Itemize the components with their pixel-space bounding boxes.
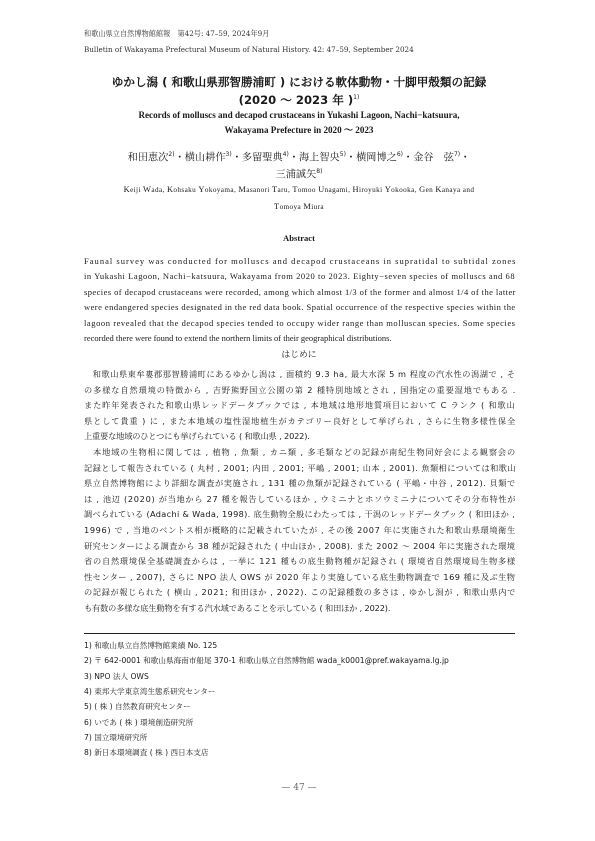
abstract-line: were endangered species designated in the red data book. Spatial occurrence of the respective species within the (84, 302, 516, 313)
abstract-heading: Abstract (283, 233, 315, 243)
author-separator: and (460, 186, 475, 194)
footnote: 2) 〒 642-0001 和歌山県海南市船尾 370-1 和歌山県立自然博物館 wada_k0001@pref.wakayama.lg.jp (84, 656, 449, 666)
title-ja-line2-text: (2020 ～ 2023 年 ) (238, 93, 354, 107)
author-name-en (124, 186, 167, 194)
author-affiliation-marker: 4) (282, 151, 289, 158)
author-name-part: ada (151, 186, 163, 194)
intro-line: 記録として報告されている ( 丸村 , 2001; 内田 , 2001; 平嶋 , 2001; 山本 , 2001). 魚類相については和歌山 (84, 462, 517, 473)
author-initial: M (303, 202, 312, 211)
abstract-line: in Yukashi Lagoon, Nachi−katsuura, Wakayama from 2020 to 2023. Eighty−seven species of molluscs and 68 (84, 271, 516, 282)
author-initial: K (166, 185, 174, 194)
intro-line: は , 池辺 (2020) が当地から 27 種を報告しているほか , ウミニナとホソウミニナについてその分布特性が (84, 493, 517, 504)
author-name-part: eiji (130, 186, 141, 194)
title-ja-line2 (84, 95, 514, 107)
author-initial: H (352, 185, 359, 194)
footnote-rule (84, 633, 515, 634)
author-initial: Y (198, 185, 205, 194)
author-initial: G (419, 185, 426, 194)
author-initial: K (435, 185, 442, 194)
footnote: 3) NPO 法人 OWS (84, 671, 149, 681)
author-name-ja: 和田恵次 (127, 152, 169, 164)
author-name-en (419, 186, 474, 194)
author-initial: U (318, 185, 325, 194)
intro-line: 県として貴重 ) に , また本地域の塩性湿地植生がカテゴリー良好として挙げられ , さらに生物多様性保全 (84, 415, 517, 426)
author-separator: ・ (288, 152, 299, 164)
abstract-line: Faunal survey was conducted for molluscs and decapod crustaceans in supratidal to subtidal zones (84, 256, 517, 266)
title-en-line2: Wakayama Prefecture in 2020 ～ 2023 (224, 125, 374, 135)
author-name-en (292, 186, 352, 194)
author-name-ja: 金谷 弦 (413, 152, 454, 164)
footnote: 7) 国立環境研究所 (84, 732, 148, 742)
author-separator: , (287, 186, 293, 194)
author-separator: ・ (174, 152, 185, 164)
author-initial: Y (384, 185, 392, 194)
abstract-line: recorded there were found to extend the northern limits of their geographical distributions. (84, 333, 392, 343)
intro-line: 県立自然博物館により詳細な調査が実施され , 131 種の魚類が記録されている ( 平嶋・中谷 , 2012). 貝類で (84, 478, 516, 489)
author-initial: K (123, 185, 131, 194)
author-affiliation-marker: 7) (453, 151, 461, 158)
author-name-en (167, 186, 238, 194)
footnote: 1) 和歌山県立自然博物館業績 No. 125 (84, 641, 218, 650)
author-name-ja: 横岡博之 (356, 152, 397, 164)
author-name-ja: 横山耕作 (184, 152, 226, 164)
author-separator: ・ (460, 152, 471, 164)
author-initial: W (143, 185, 152, 194)
author-separator: ・ (231, 152, 242, 164)
footnote: 5) ( 株 ) 自然教育研究センター (84, 702, 191, 712)
intro-line: 上重要な地域のひとつにも挙げられている ( 和歌山県 , 2022). (84, 431, 310, 442)
author-name-ja: 多留聖典 (241, 152, 283, 164)
author-name-part: iroyuki (358, 186, 383, 194)
authors-en-line2 (84, 203, 514, 211)
footnote: 6) いであ ( 株 ) 環境創造研究所 (84, 717, 194, 727)
author-initial: T (292, 185, 298, 194)
author-affiliation-marker: 5) (339, 151, 346, 158)
authors-ja-line1 (84, 152, 514, 164)
author-separator: , (348, 186, 353, 194)
author-separator: , (233, 186, 239, 194)
author-name-part: en (425, 186, 434, 194)
authors-en-line1 (84, 186, 514, 194)
author-name-part: ohsaku (173, 186, 197, 194)
intro-line: の記録が報じられた ( 横山 , 2021; 和田ほか , 2022). この記録種数の多さは , ゆかし潟が , 和歌山県内で (84, 587, 517, 598)
title-ja-line1: ゆかし潟 ( 和歌山県那智勝浦町 ) における軟体動物・十脚甲殻類の記録 (111, 75, 487, 89)
author-name-ja: 三浦誠矢 (275, 169, 317, 181)
author-name-part: omoya (279, 203, 302, 211)
author-affiliation-marker: 3) (225, 151, 232, 158)
author-name-part: aru (277, 186, 288, 194)
author-initial: M (238, 185, 247, 194)
intro-line: 研究センターによる調査から 38 種が記録された ( 中山ほか , 2008). また 2002 ～ 2004 年に実施された環境 (84, 540, 516, 551)
intro-line: 1996) で , 当地のベントス相が概略的に記載されていたが , その後 2007 年に実施された和歌山県環境衛生 (84, 525, 516, 535)
intro-line: また昨年発表された和歌山県レッドデータブックでは , 本地域は地形地質項目において C ランク ( 和歌山 (84, 400, 516, 411)
title-footnote-marker: 1) (353, 94, 360, 102)
intro-line: 調べられている (Adachi & Wada, 1998). 底生動物全般にわたっては , 干潟のレッドデータブック ( 和田ほか , (84, 509, 516, 520)
author-separator: , (414, 186, 420, 194)
author-name-part: asanori (246, 186, 270, 194)
intro-line: 和歌山県東牟婁郡那智勝浦町にあるゆかし潟は , 面積約 9.3 ha, 最大水深 5 m 程度の汽水性の潟湖で , そ (84, 369, 516, 379)
author-name-part: nagami (324, 186, 349, 194)
intro-line: 本地域の生物相に関しては , 植物 , 魚類 , カニ類 , 多毛類などの記録が南紀生物同好会による観察会の (84, 447, 517, 457)
author-affiliation-marker: 8) (316, 168, 323, 175)
author-separator: ・ (403, 152, 414, 164)
author-name-en (352, 186, 419, 194)
author-name-part: okoyama (204, 186, 234, 194)
author-initial: T (274, 202, 280, 211)
author-affiliation-marker: 6) (396, 151, 404, 158)
author-separator: , (162, 186, 167, 194)
author-name-part: okooka (391, 186, 415, 194)
author-name-part: omoo (297, 186, 316, 194)
abstract-line: species of decapod crustaceans were recorded, among which almost 1/3 of the former and almost 1/4 of the latter (84, 286, 516, 297)
authors-ja-line2 (84, 169, 514, 181)
author-initial: T (272, 185, 278, 194)
author-name-part: iura (311, 203, 324, 211)
abstract-line: lagoon revealed that the decapod species tended to occupy wider range than molluscan species. Some species (84, 317, 516, 328)
author-name-en (274, 203, 324, 211)
author-name-part: anaya (441, 186, 461, 194)
intro-line: も有数の多様な底生動物を有する汽水域であることを示している ( 和田ほか , 2022). (84, 603, 391, 613)
footnote: 4) 東邦大学東京湾生態系研究センター (84, 686, 216, 696)
title-en-line1: Records of molluscs and decapod crustaceans in Yukashi Lagoon, Nachi−katsuura, (138, 110, 460, 120)
page-number: — 47 — (281, 783, 317, 793)
author-name-ja: 海上智央 (299, 152, 340, 164)
author-name-en (238, 186, 292, 194)
author-separator: ・ (345, 152, 357, 164)
intro-line: の多様な自然環境の特徴から , 吉野熊野国立公園の第 2 種特別地域とされ , 国指定の重要湿地でもある . (84, 384, 517, 395)
intro-line: 性センター , 2007), さらに NPO 法人 OWS が 2020 年より実施している底生動物調査で 169 種に及ぶ生物 (84, 571, 516, 582)
intro-heading: はじめに (281, 350, 317, 360)
journal-header-en: Bulletin of Wakayama Prefectural Museum of Natural History. 42: 47–59, September 2024 (84, 45, 414, 54)
footnote: 8) 新日本環境調査 ( 株 ) 西日本支店 (84, 748, 209, 758)
author-affiliation-marker: 2) (168, 151, 175, 158)
intro-line: 省の自然環境保全基礎調査からは , 一挙に 121 種もの底生動物種が記録され ( 環境省自然環境局生物多様 (84, 556, 516, 567)
journal-header-ja: 和歌山県立自然博物館館報 第42号: 47–59, 2024年9月 (84, 29, 270, 38)
